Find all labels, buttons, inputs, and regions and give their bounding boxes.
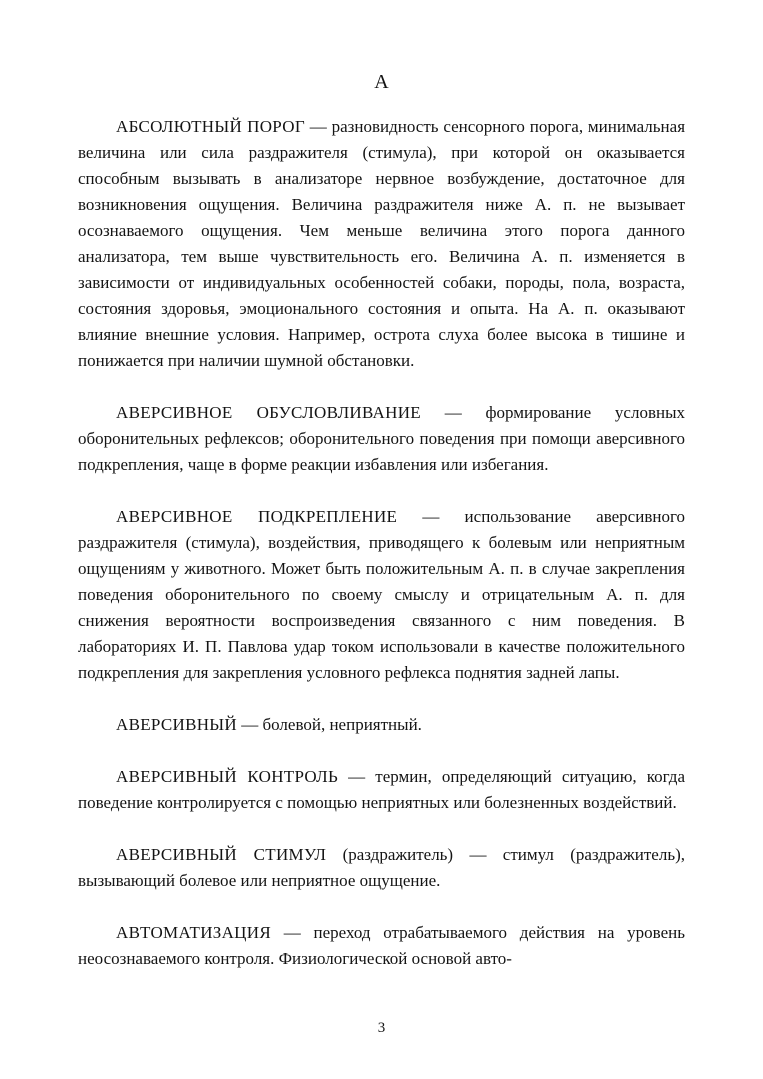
dictionary-entry [78,712,685,738]
page-number: 3 [377,1020,386,1036]
entry-term: АВТОМАТИЗАЦИЯ [116,923,271,942]
entry-definition: — использование аверсивного раздражителя (стимула), воздействия, приводящего к болевым или неприятным ощущениям у животного. Может быть положительным А. п. в случае закрепления поведения оборонительного по своему смыслу и отрицательным А. п. для снижения вероятности воспроизведения связанного с ним поведения. В лабораториях И. П. Павлова удар током использовали в качестве положительного подкрепления для закрепления условного рефлекса поднятия задней лапы. [78,507,685,682]
dictionary-entry [78,114,685,374]
entry-term: АБСОЛЮТНЫЙ ПОРОГ [116,117,305,136]
section-letter-heading: А [374,71,389,93]
entry-term: АВЕРСИВНЫЙ [116,715,237,734]
dictionary-entry [78,504,685,686]
dictionary-entry [78,920,685,972]
entry-definition: (раздражитель) — стимул (раздражитель), вызывающий болевое или неприятное ощущение. [78,845,685,890]
entry-definition: — формирование условных оборонительных рефлексов; оборонительного поведения при помощи аверсивного подкрепления, чаще в форме реакции избавления или избегания. [78,403,685,474]
dictionary-entry [78,842,685,894]
entry-definition: — термин, определяющий ситуацию, когда поведение контролируется с помощью неприятных или болезненных воздействий. [78,767,686,812]
entry-term: АВЕРСИВНЫЙ СТИМУЛ [116,845,327,864]
entry-definition: — разновидность сенсорного порога, минимальная величина или сила раздражителя (стимула), при которой он оказывается способным вызывать в анализаторе нервное возбуждение, достаточное для возникновения ощущения. Величина раздражителя ниже А. п. не вызывает осознаваемого ощущения. Чем меньше величина этого порога данного анализатора, тем выше чувствительность его. Величина А. п. изменяется в зависимости от индивидуальных особенностей собаки, породы, пола, возраста, состояния здоровья, эмоционального состояния и опыта. На А. п. оказывают влияние внешние условия. Например, острота слуха более высока в тишине и понижается при наличии шумной обстановки. [78,117,686,370]
entry-term: АВЕРСИВНОЕ ПОДКРЕПЛЕНИЕ [116,507,398,526]
dictionary-entry [78,764,685,816]
entry-term: АВЕРСИВНОЕ ОБУСЛОВЛИВАНИЕ [116,403,421,422]
dictionary-entry [78,400,685,478]
entry-term: АВЕРСИВНЫЙ КОНТРОЛЬ [116,767,339,786]
entry-definition: — переход отрабатываемого действия на уровень неосознаваемого контроля. Физиологической основой авто- [78,923,685,968]
entry-definition: — болевой, неприятный. [237,715,422,734]
